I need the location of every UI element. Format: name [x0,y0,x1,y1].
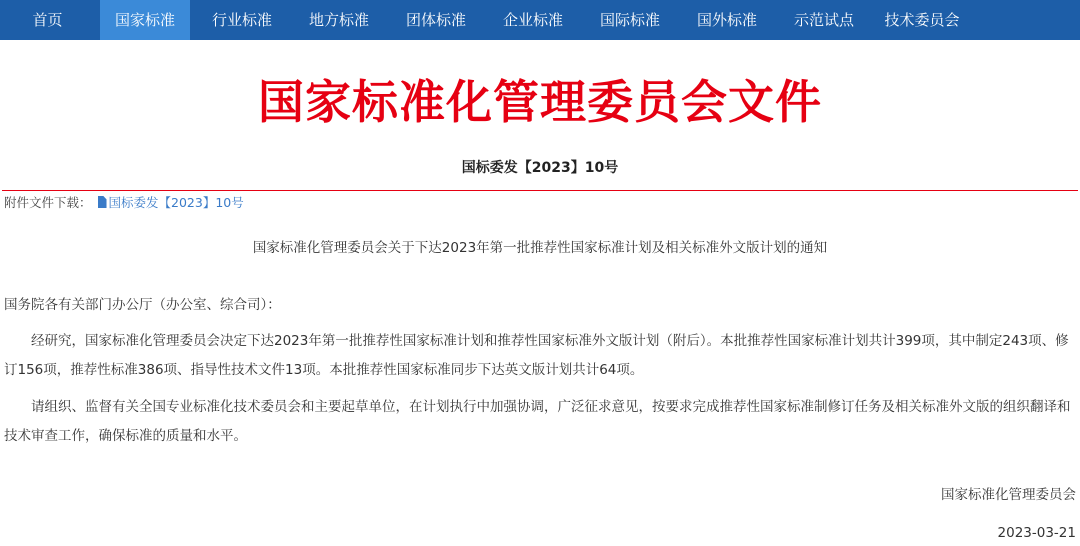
issue-date: 2023-03-21 [997,525,1076,541]
nav-item-national-standards[interactable]: 国家标准 [100,0,190,40]
top-navigation-bar [0,0,1080,40]
attachment-download [4,194,244,212]
file-icon [98,196,107,208]
nav-item-group-standards[interactable]: 团体标准 [405,11,466,29]
attachment-download-link[interactable]: 国标委发【2023】10号 [108,195,244,210]
body-paragraph: 请组织、监督有关全国专业标准化技术委员会和主要起草单位，在计划执行中加强协调，广泛征求意见，按要求完成推荐性国家标准制修订任务及相关标准外文版的组织翻译和技术审查工作，确保标准的质量和水平。 [4,399,1071,444]
nav-item-demonstration-pilots[interactable]: 示范试点 [793,11,854,29]
salutation: 国务院各有关部门办公厅（办公室、综合司）： [4,297,281,313]
nav-item-home[interactable]: 首页 [32,11,63,29]
attachment-label: 附件文件下载： [4,195,92,210]
nav-item-industry-standards[interactable]: 行业标准 [211,11,272,29]
nav-item-technical-committees[interactable]: 技术委员会 [884,11,960,29]
signer-organization: 国家标准化管理委员会 [941,487,1076,503]
nav-item-international-standards[interactable]: 国际标准 [599,11,660,29]
nav-item-foreign-standards[interactable]: 国外标准 [696,11,757,29]
document-number: 国标委发【2023】10号 [461,160,619,176]
red-divider-line [2,190,1078,191]
nav-item-enterprise-standards[interactable]: 企业标准 [502,11,563,29]
document-title: 国家标准化管理委员会文件 [258,75,822,129]
notice-title: 国家标准化管理委员会关于下达2023年第一批推荐性国家标准计划及相关标准外文版计划的通知 [252,240,828,256]
body-paragraph: 经研究，国家标准化管理委员会决定下达2023年第一批推荐性国家标准计划和推荐性国家标准外文版计划（附后）。本批推荐性国家标准计划共计399项，其中制定243项、修订156项，推荐性标准386项、指导性技术文件13项。本批推荐性国家标准同步下达英文版计划共计64项。 [4,333,1069,378]
nav-item-local-standards[interactable]: 地方标准 [308,11,369,29]
